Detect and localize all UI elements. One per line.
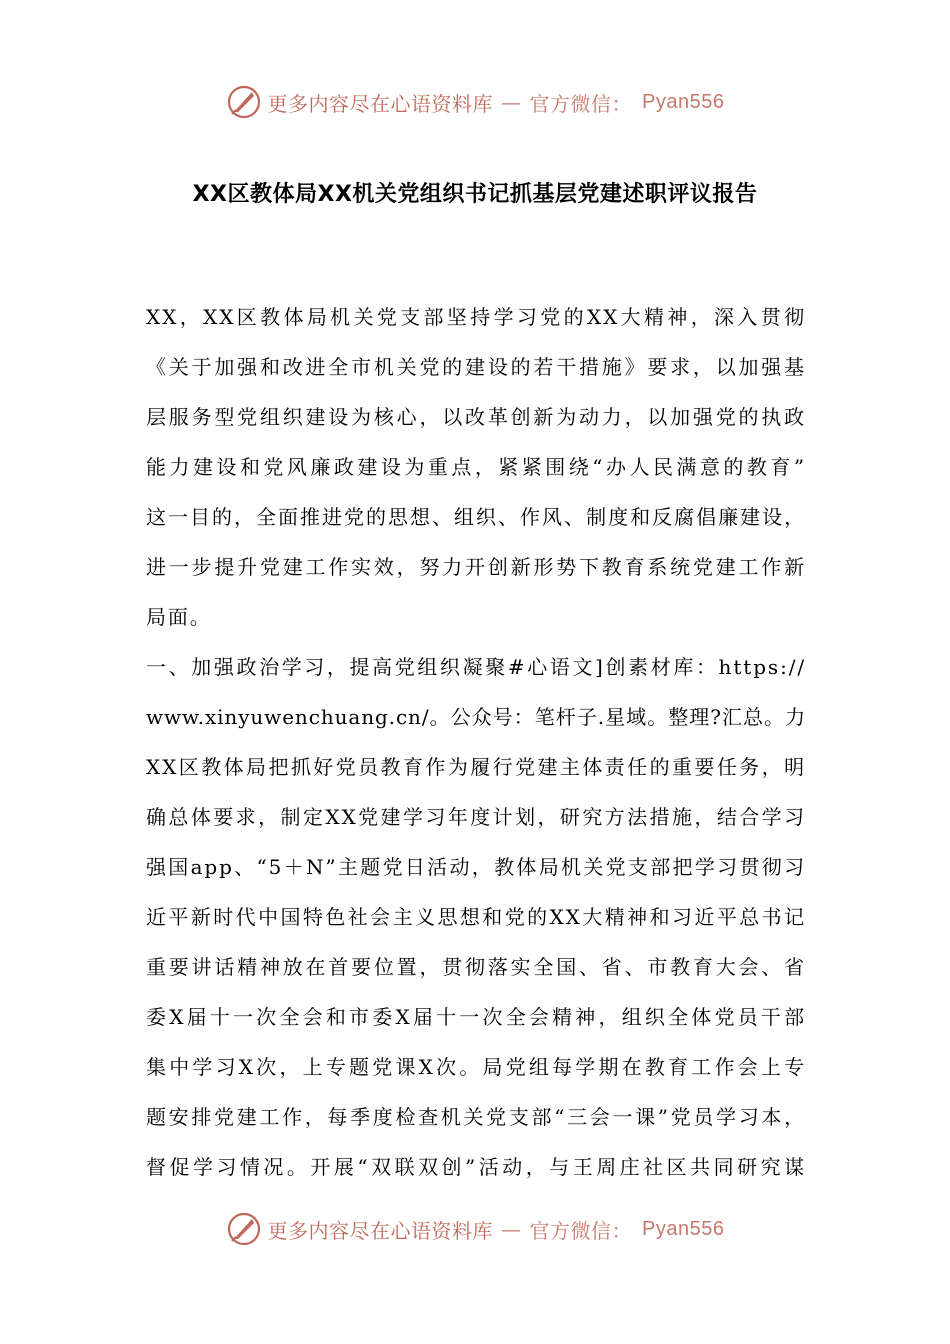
body-line: XX区教体局把抓好党员教育作为履行党建主体责任的重要任务，明	[146, 755, 806, 779]
footer-banner	[0, 1211, 950, 1247]
body-line: 《关于加强和改进全市机关党的建设的若干措施》要求，以加强基	[146, 355, 806, 379]
body-line: 题安排党建工作，每季度检查机关党支部“三会一课”党员学习本，	[146, 1105, 806, 1129]
body-line: 近平新时代中国特色社会主义思想和党的XX大精神和习近平总书记	[146, 905, 806, 929]
body-line: 能力建设和党风廉政建设为重点，紧紧围绕“办人民满意的教育”	[146, 455, 806, 479]
header-wechat-id: Pyan556	[642, 90, 725, 113]
header-brand-text: 更多内容尽在心语资料库	[267, 91, 494, 116]
body-line: 重要讲话精神放在首要位置，贯彻落实全国、省、市教育大会、省	[146, 955, 806, 979]
body-line: XX，XX区教体局机关党支部坚持学习党的XX大精神，深入贯彻	[146, 305, 806, 329]
footer-wechat-id: Pyan556	[642, 1217, 725, 1240]
body-line: 督促学习情况。开展“双联双创”活动，与王周庄社区共同研究谋	[146, 1155, 806, 1179]
body-line: 这一目的，全面推进党的思想、组织、作风、制度和反腐倡廉建设，	[146, 505, 806, 529]
body-line: 局面。	[146, 605, 212, 629]
body-line: 进一步提升党建工作实效，努力开创新形势下教育系统党建工作新	[146, 555, 806, 579]
body-line: 确总体要求，制定XX党建学习年度计划，研究方法措施，结合学习	[146, 805, 806, 829]
header-dash: —	[501, 90, 522, 114]
footer-wechat-label: 官方微信：	[529, 1218, 633, 1243]
body-line: 强国app、“5＋N”主题党日活动，教体局机关党支部把学习贯彻习	[146, 855, 806, 879]
document-title: XX区教体局XX机关党组织书记抓基层党建述职评议报告	[192, 182, 758, 207]
quill-logo-icon	[226, 1211, 262, 1247]
body-line: www.xinyuwenchuang.cn/。公众号：笔杆子.星域。整理?汇总。力	[146, 705, 806, 729]
header-banner	[0, 84, 950, 120]
body-line: 一、加强政治学习，提高党组织凝聚#心语文]创素材库：https://	[146, 655, 806, 679]
body-line: 层服务型党组织建设为核心，以改革创新为动力，以加强党的执政	[146, 405, 806, 429]
header-wechat-label: 官方微信：	[529, 91, 633, 116]
body-line: 集中学习X次，上专题党课X次。局党组每学期在教育工作会上专	[146, 1055, 806, 1079]
footer-brand-text: 更多内容尽在心语资料库	[267, 1218, 494, 1243]
body-line: 委X届十一次全会和市委X届十一次全会精神，组织全体党员干部	[146, 1005, 806, 1029]
quill-logo-icon	[226, 84, 262, 120]
footer-dash: —	[501, 1217, 522, 1241]
